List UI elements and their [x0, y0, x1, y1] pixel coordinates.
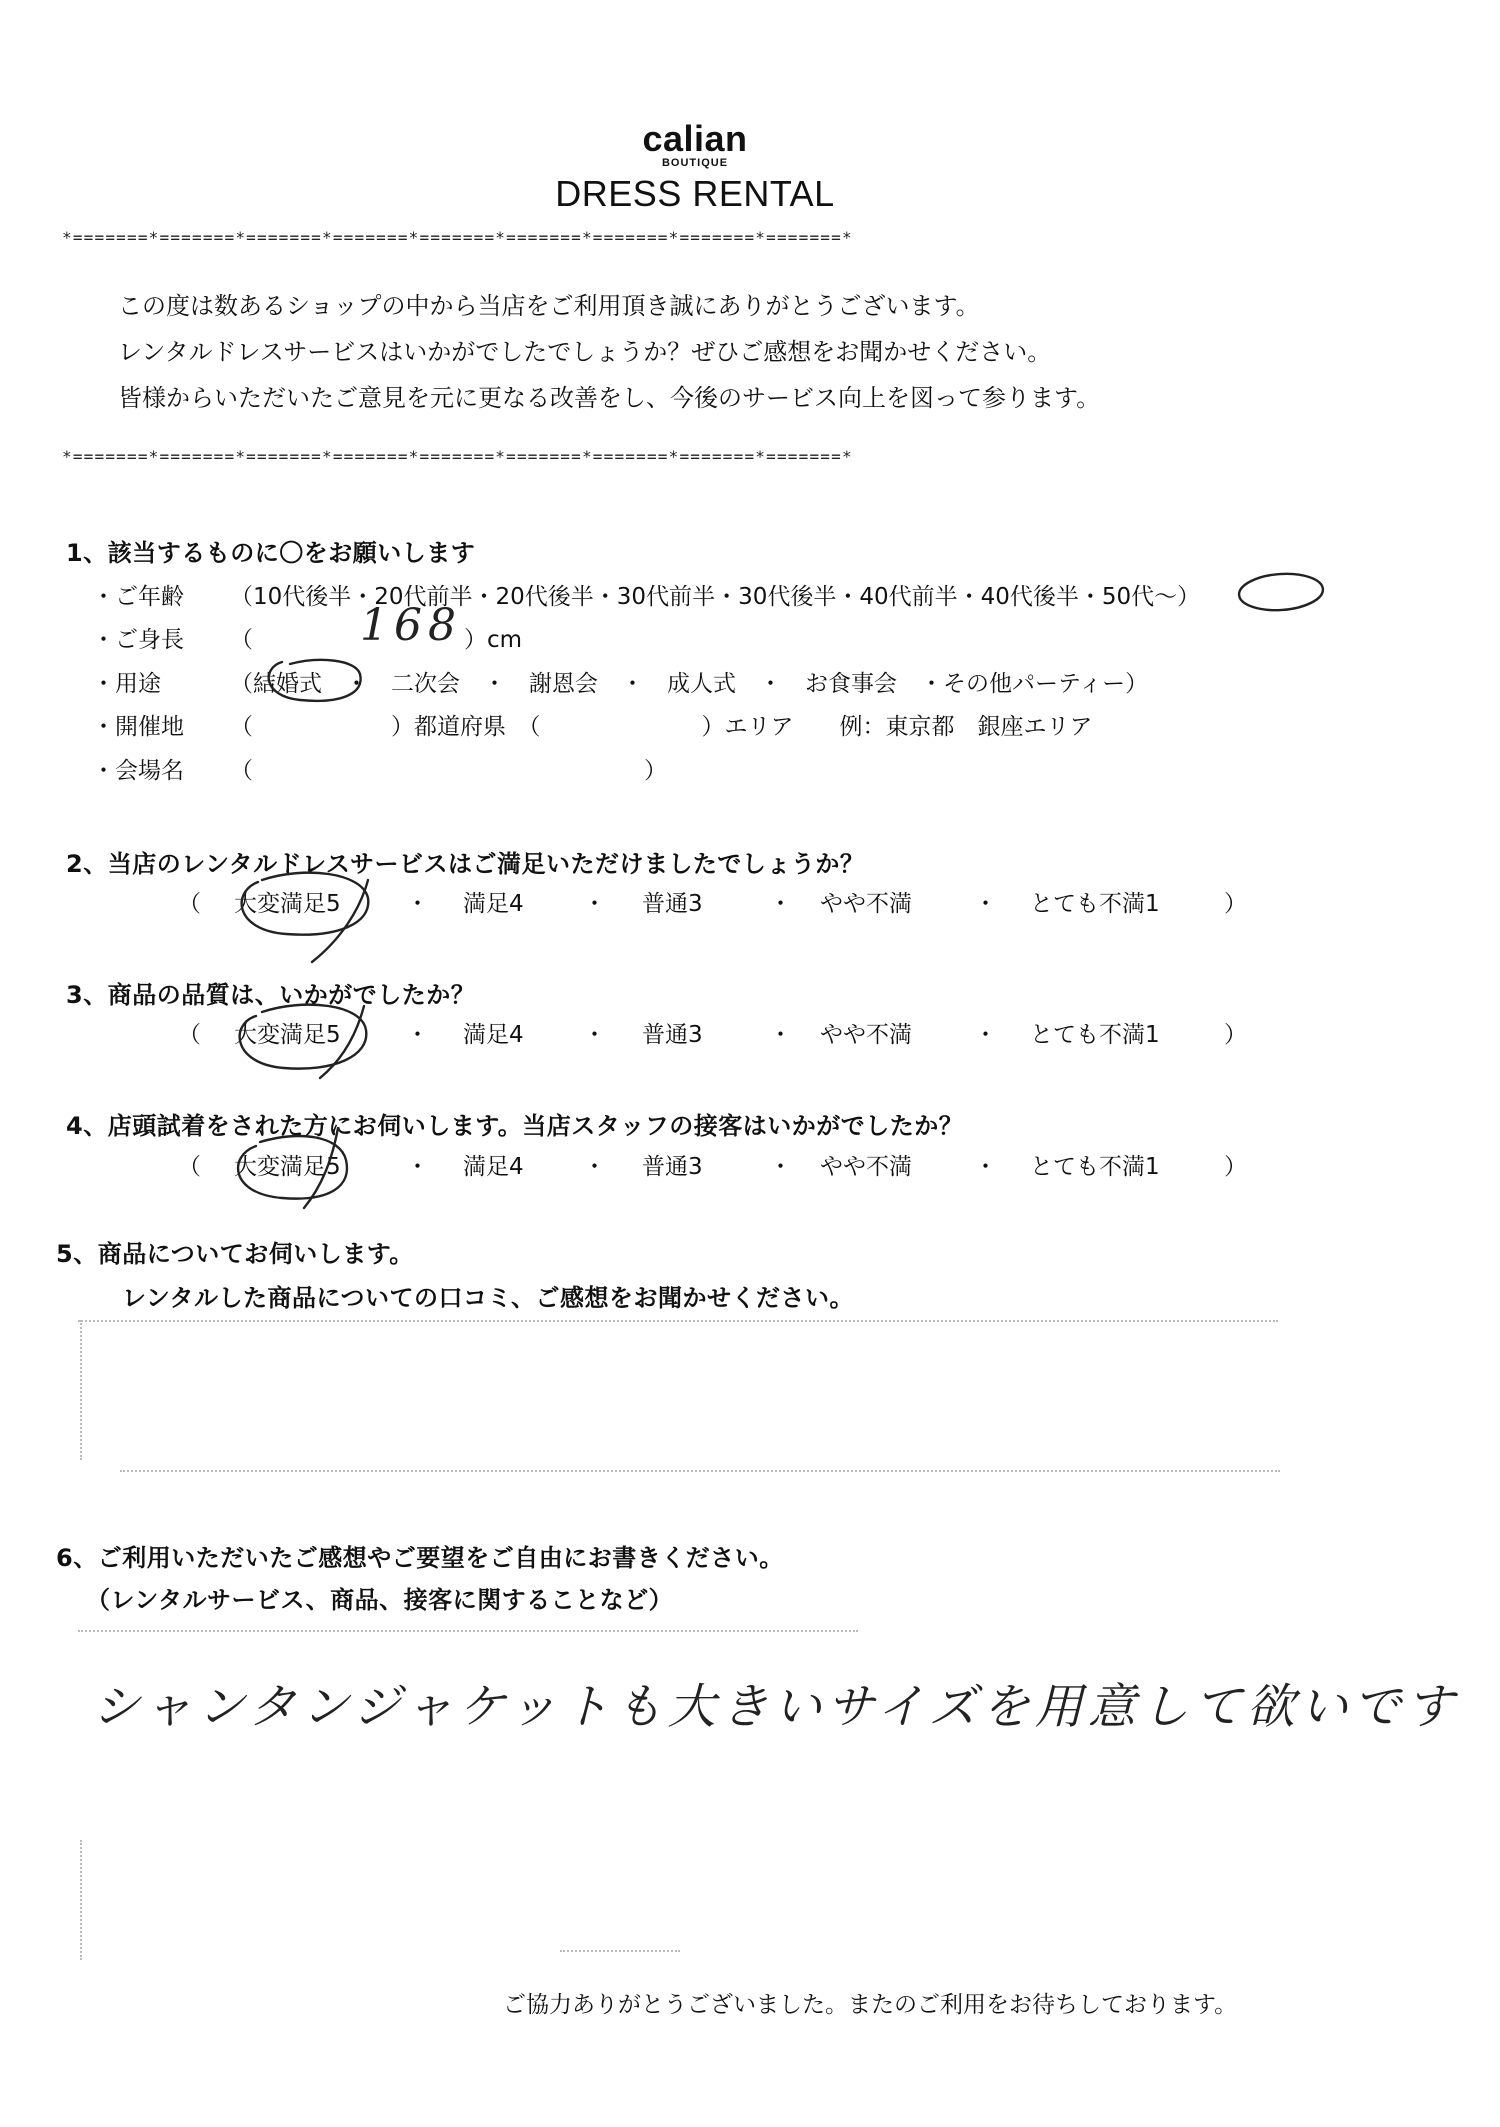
q2-sep: ・ — [583, 891, 606, 917]
q4-option-neutral[interactable]: 普通3 — [642, 1154, 703, 1180]
q5-subtitle: レンタルした商品についての口コミ、ご感想をお聞かせください。 — [122, 1284, 854, 1312]
q2-option-satisfied[interactable]: 満足4 — [463, 891, 524, 917]
q3-paren-open: （ — [178, 1022, 201, 1048]
brand-logo: calian — [642, 118, 748, 159]
q2-paren-close: ） — [1224, 891, 1247, 917]
location-label: ・開催地 — [92, 714, 184, 740]
height-value[interactable]: 168 — [360, 600, 462, 651]
q3-sep: ・ — [583, 1022, 606, 1048]
q3-paren-close: ） — [1224, 1022, 1247, 1048]
q3-option-very-dissatisfied[interactable]: とても不満1 — [1030, 1022, 1160, 1048]
q6-subtitle: （レンタルサービス、商品、接客に関することなど） — [86, 1586, 674, 1614]
service-title: DRESS RENTAL — [555, 173, 835, 214]
q4-sep: ・ — [974, 1154, 997, 1180]
q6-answer-text: シャンタンジャケットも大きいサイズを用意して欲いです — [92, 1679, 1459, 1735]
q4-sep: ・ — [583, 1154, 606, 1180]
q4-paren-open: （ — [178, 1154, 201, 1180]
q5-box-bottom-edge — [120, 1470, 1280, 1472]
q4-sep: ・ — [406, 1154, 429, 1180]
closing-message: ご協力ありがとうございました。またのご利用をお待ちしております。 — [503, 1992, 1238, 2018]
q4-title: 4、店頭試着をされた方にお伺いします。当店スタッフの接客はいかがでしたか？ — [66, 1112, 964, 1140]
q4-paren-close: ） — [1224, 1154, 1247, 1180]
q3-option-satisfied[interactable]: 満足4 — [463, 1022, 524, 1048]
q2-title: 2、当店のレンタルドレスサービスはご満足いただけましたでしょうか？ — [66, 850, 865, 878]
q3-option-very-satisfied[interactable]: 大変満足5 — [234, 1022, 341, 1048]
q3-sep: ・ — [406, 1022, 429, 1048]
q5-box-left-edge — [80, 1320, 82, 1460]
q3-sep: ・ — [769, 1022, 792, 1048]
q2-option-very-satisfied[interactable]: 大変満足5 — [234, 891, 341, 917]
height-label: ・ご身長 — [92, 627, 184, 653]
age-label: ・ご年齢 — [92, 584, 184, 610]
q3-sep: ・ — [974, 1022, 997, 1048]
q4-sep: ・ — [769, 1154, 792, 1180]
q4-option-very-dissatisfied[interactable]: とても不満1 — [1030, 1154, 1160, 1180]
age-50s-circle-mark — [1238, 571, 1324, 613]
brand-subtitle: BOUTIQUE — [661, 157, 729, 169]
q3-title: 3、商品の品質は、いかがでしたか？ — [66, 981, 476, 1009]
q2-paren-open: （ — [178, 891, 201, 917]
q2-option-very-dissatisfied[interactable]: とても不満1 — [1030, 891, 1160, 917]
separator-bottom: *=======*=======*=======*=======*=======*=======*=======*=======*=======* — [62, 447, 853, 466]
q2-option-dissatisfied[interactable]: やや不満 — [820, 891, 912, 917]
q2-sep: ・ — [769, 891, 792, 917]
venue-label: ・会場名 — [92, 758, 184, 784]
q1-title: 1、該当するものに〇をお願いします — [66, 539, 476, 567]
intro-line-1: この度は数あるショップの中から当店をご利用頂き誠にありがとうございます。 — [118, 292, 980, 320]
venue-field[interactable]: （ ） — [230, 758, 667, 784]
q2-sep: ・ — [406, 891, 429, 917]
q2-option-neutral[interactable]: 普通3 — [642, 891, 703, 917]
q6-box-top-edge — [78, 1630, 858, 1632]
q4-option-satisfied[interactable]: 満足4 — [463, 1154, 524, 1180]
separator-top: *=======*=======*=======*=======*=======*=======*=======*=======*=======* — [62, 228, 853, 247]
q2-sep: ・ — [974, 891, 997, 917]
q4-option-very-satisfied[interactable]: 大変満足5 — [234, 1154, 341, 1180]
intro-line-3: 皆様からいただいたご意見を元に更なる改善をし、今後のサービス向上を図って参ります。 — [118, 384, 1101, 412]
q5-box-top-edge — [78, 1320, 1278, 1322]
q6-title: 6、ご利用いただいたご感想やご要望をご自由にお書きください。 — [56, 1544, 784, 1572]
height-unit: ）cm — [464, 627, 523, 653]
location-fields[interactable]: （ ）都道府県 （ ）エリア 例：東京都 銀座エリア — [230, 714, 1093, 740]
height-open-paren: （ — [230, 627, 253, 653]
q3-option-neutral[interactable]: 普通3 — [642, 1022, 703, 1048]
q6-box-left-edge — [80, 1840, 82, 1960]
q4-option-dissatisfied[interactable]: やや不満 — [820, 1154, 912, 1180]
intro-line-2: レンタルドレスサービスはいかがでしたでしょうか？ぜひご感想をお聞かせください。 — [118, 338, 1052, 366]
age-options[interactable]: （10代後半・20代前半・20代後半・30代前半・30代後半・40代前半・40代後半・50代〜） — [230, 584, 1201, 610]
q3-option-dissatisfied[interactable]: やや不満 — [820, 1022, 912, 1048]
purpose-label: ・用途 — [92, 671, 161, 697]
q6-box-bottom-edge — [560, 1950, 680, 1952]
purpose-options[interactable]: （結婚式 ・ 二次会 ・ 謝恩会 ・ 成人式 ・ お食事会 ・その他パーティー） — [230, 671, 1149, 697]
q5-title: 5、商品についてお伺いします。 — [56, 1240, 414, 1268]
